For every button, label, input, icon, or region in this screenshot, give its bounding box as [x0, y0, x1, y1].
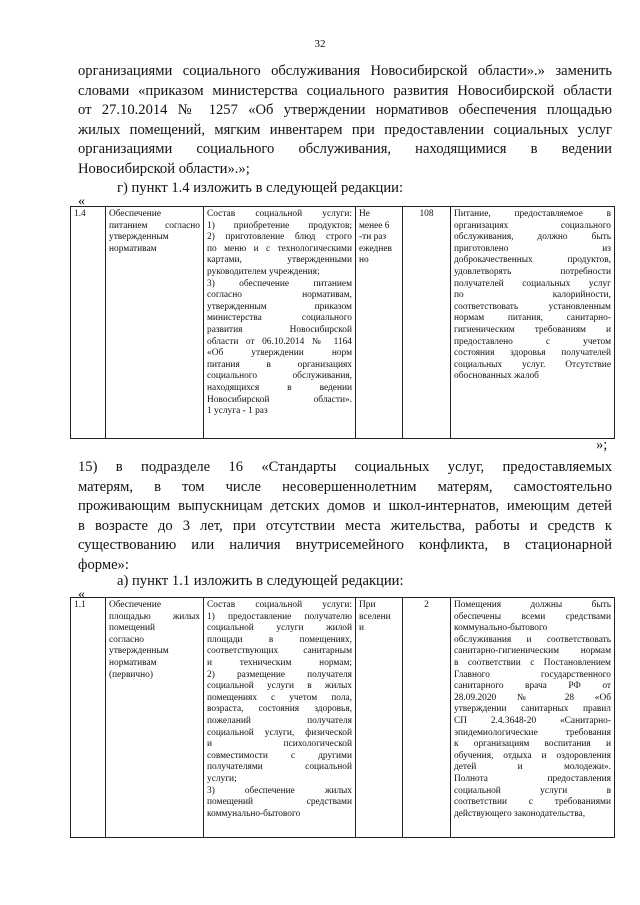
- cell-line: При: [359, 600, 376, 610]
- cell-line: области от 06.10.2014 № 1164: [207, 336, 352, 347]
- quality-criteria-cell: [451, 598, 615, 838]
- cell-line: 2) приготовление блюд строго: [207, 232, 352, 243]
- cell-line: утвержденным приказом: [207, 301, 352, 312]
- item-number: 1.4: [74, 209, 86, 219]
- cell-line: питания в организациях: [207, 359, 352, 370]
- cell-line: картами, утвержденными: [207, 255, 352, 266]
- text-line: существованию или наличия внутрисемейного конфликта, в стационарной: [78, 537, 612, 553]
- cell-line: по калорийности,: [454, 290, 611, 301]
- cell-line: нормативам: [109, 243, 157, 254]
- cell-line: Не: [359, 209, 370, 219]
- cell-line: Обеспечение: [109, 600, 161, 610]
- cell-line: ежеднев: [359, 243, 392, 254]
- cell-line: развития Новосибирской: [207, 324, 352, 335]
- cell-line: Состав социальной услуги:: [207, 600, 352, 610]
- cell-line: нормам питания, санитарно-: [454, 313, 611, 324]
- cell-line: СП 2.4.3648-20 «Санитарно-: [454, 715, 611, 726]
- closing-quote: »;: [596, 437, 608, 453]
- quality-criteria-cell: [451, 207, 615, 439]
- service-content-cell: [204, 207, 356, 439]
- cell-line: Питание, предоставляемое в: [454, 209, 611, 219]
- cell-line: помещений: [109, 623, 156, 634]
- cell-line: возраста, состояния здоровья,: [207, 704, 352, 715]
- cell-line: 1 услуга - 1 раз: [207, 406, 268, 417]
- cell-line: совместимости с другими: [207, 750, 352, 761]
- cell-line: социальной услуги в жилых: [207, 681, 352, 692]
- cell-line: но: [359, 255, 369, 266]
- cell-line: получателями социальной: [207, 762, 352, 773]
- cell-line: питанием согласно: [109, 220, 200, 231]
- text-line: от 27.10.2014 № 1257 «Об утверждении нормативов обеспечения площадью: [78, 102, 612, 118]
- cell-line: и психологической: [207, 739, 352, 750]
- text-line: организациями социального обслуживания, находящимися в ведении: [78, 141, 612, 157]
- cell-line: площади в помещениях,: [207, 634, 352, 645]
- cell-line: обеспечены всеми средствами: [454, 611, 611, 622]
- text-line: в возрасте до 3 лет, при отсутствии места жительства, работы и средств к: [78, 517, 612, 534]
- cell-line: Главного государственного: [454, 669, 611, 680]
- count-cell: [403, 598, 451, 838]
- text-line: Новосибирской области».»;: [78, 160, 250, 177]
- cell-line: утверждении санитарных правил: [454, 704, 611, 715]
- item-number-cell: [71, 207, 106, 439]
- opening-quote-2: «: [78, 587, 85, 602]
- cell-line: Новосибирской области».: [207, 394, 352, 405]
- frequency-cell: [356, 598, 403, 838]
- item-number-cell: [71, 598, 106, 838]
- cell-line: и техническим нормам;: [207, 657, 352, 668]
- count-value: 108: [419, 209, 434, 219]
- cell-line: обслуживания, должно быть: [454, 232, 611, 243]
- cell-line: 3) обеспечение питанием: [207, 278, 352, 289]
- cell-line: 28.09.2020 № 28 «Об: [454, 692, 611, 703]
- text-line: жилых помещений, мягким инвентарем при предоставлении социальных услуг: [78, 121, 612, 138]
- cell-line: организациях социального: [454, 220, 611, 231]
- cell-line: 1) приобретение продуктов;: [207, 220, 352, 231]
- cell-line: согласно: [109, 634, 144, 645]
- service-name-cell: [106, 598, 204, 838]
- cell-line: «Об утверждении норм: [207, 348, 352, 359]
- cell-line: (первично): [109, 669, 153, 680]
- cell-line: согласно нормативам,: [207, 290, 352, 301]
- cell-line: доброкачественных продуктов,: [454, 255, 611, 266]
- cell-line: к организациям воспитания и: [454, 739, 611, 750]
- cell-line: социальной услуги, физической: [207, 727, 352, 738]
- text-line: 15) в подразделе 16 «Стандарты социальных услуг, предоставляемых: [78, 459, 612, 475]
- cell-line: предоставлено с учетом: [454, 336, 611, 347]
- service-name-cell: [106, 207, 204, 439]
- paragraph-amendment-text: [78, 62, 612, 179]
- cell-line: по меню и с технологическими: [207, 243, 352, 254]
- cell-line: Состав социальной услуги:: [207, 209, 352, 219]
- cell-line: -ти раз: [359, 232, 387, 243]
- count-value: 2: [424, 600, 429, 610]
- service-content-cell: [204, 598, 356, 838]
- text-line: словами «приказом министерства социального развития Новосибирской области: [78, 82, 612, 99]
- cell-line: менее 6: [359, 220, 390, 231]
- opening-quote: «: [78, 194, 85, 209]
- cell-line: санитарно-гигиеническим нормам: [454, 646, 611, 657]
- paragraph-section-15: [78, 458, 612, 575]
- cell-line: в соответствии с Постановлением: [454, 657, 611, 668]
- item-g-heading: г) пункт 1.4 изложить в следующей редакции:: [117, 180, 404, 196]
- page-number: 32: [314, 38, 326, 50]
- count-cell: [403, 207, 451, 439]
- cell-line: обслуживания и соответствовать: [454, 634, 611, 645]
- cell-line: эпидемиологические требования: [454, 727, 611, 738]
- cell-line: руководителем учреждения;: [207, 266, 320, 277]
- cell-line: находящихся в ведении: [207, 382, 352, 393]
- cell-line: соответствовать установленным: [454, 301, 611, 312]
- cell-line: социальной услуги жилой: [207, 623, 352, 634]
- cell-line: гигиеническим требованиям и: [454, 324, 611, 335]
- text-line: матерям, в том числе несовершеннолетним матерям, самостоятельно: [78, 478, 612, 495]
- cell-line: Обеспечение: [109, 209, 161, 219]
- cell-line: услуги;: [207, 773, 237, 784]
- cell-line: помещениях с учетом пола,: [207, 692, 352, 703]
- cell-line: коммунально-бытового: [454, 623, 548, 634]
- cell-line: Полнота предоставления: [454, 773, 611, 784]
- cell-line: утвержденным: [109, 646, 169, 657]
- cell-line: 2) размещение получателя: [207, 669, 352, 680]
- cell-line: приготовлено из: [454, 243, 611, 254]
- cell-line: 1) предоставление получателю: [207, 611, 352, 622]
- cell-line: пожеланий получателя: [207, 715, 352, 726]
- cell-line: площадью жилых: [109, 611, 200, 622]
- cell-line: обоснованных жалоб: [454, 371, 539, 382]
- table-item-1-4: [70, 206, 615, 439]
- cell-line: удовлетворять потребности: [454, 266, 611, 277]
- text-line: организациями социального обслуживания Новосибирской области».» заменить: [78, 63, 612, 79]
- cell-line: помещений средствами: [207, 797, 352, 808]
- cell-line: детей и молодежи».: [454, 762, 611, 773]
- cell-line: соответствии с требованиями: [454, 797, 611, 808]
- item-a-heading: а) пункт 1.1 изложить в следующей редакции:: [117, 573, 404, 589]
- cell-line: социальных услуг. Отсутствие: [454, 359, 611, 370]
- cell-line: получателей социальных услуг: [454, 278, 611, 289]
- cell-line: санитарного врача РФ от: [454, 681, 611, 692]
- cell-line: соответствующих санитарным: [207, 646, 352, 657]
- cell-line: социальной услуги в: [454, 785, 611, 796]
- cell-line: Помещения должны быть: [454, 600, 611, 610]
- text-line: форме»:: [78, 556, 129, 573]
- cell-line: и: [359, 623, 365, 634]
- cell-line: вселени: [359, 611, 391, 622]
- cell-line: нормативам: [109, 657, 157, 668]
- cell-line: социального обслуживания,: [207, 371, 352, 382]
- cell-line: 3) обеспечение жилых: [207, 785, 352, 796]
- cell-line: утвержденным: [109, 232, 169, 243]
- item-number: 1.1: [74, 600, 86, 610]
- frequency-cell: [356, 207, 403, 439]
- cell-line: действующего законодательства,: [454, 808, 586, 819]
- text-line: проживающим выпускницам детских домов и школ-интернатов, имеющим детей: [78, 498, 612, 514]
- cell-line: коммунально-бытового: [207, 808, 301, 819]
- cell-line: министерства социального: [207, 313, 352, 324]
- cell-line: состояния здоровья получателей: [454, 348, 611, 359]
- cell-line: обучения, отдыха и оздоровления: [454, 750, 611, 761]
- table-item-1-1: [70, 597, 615, 838]
